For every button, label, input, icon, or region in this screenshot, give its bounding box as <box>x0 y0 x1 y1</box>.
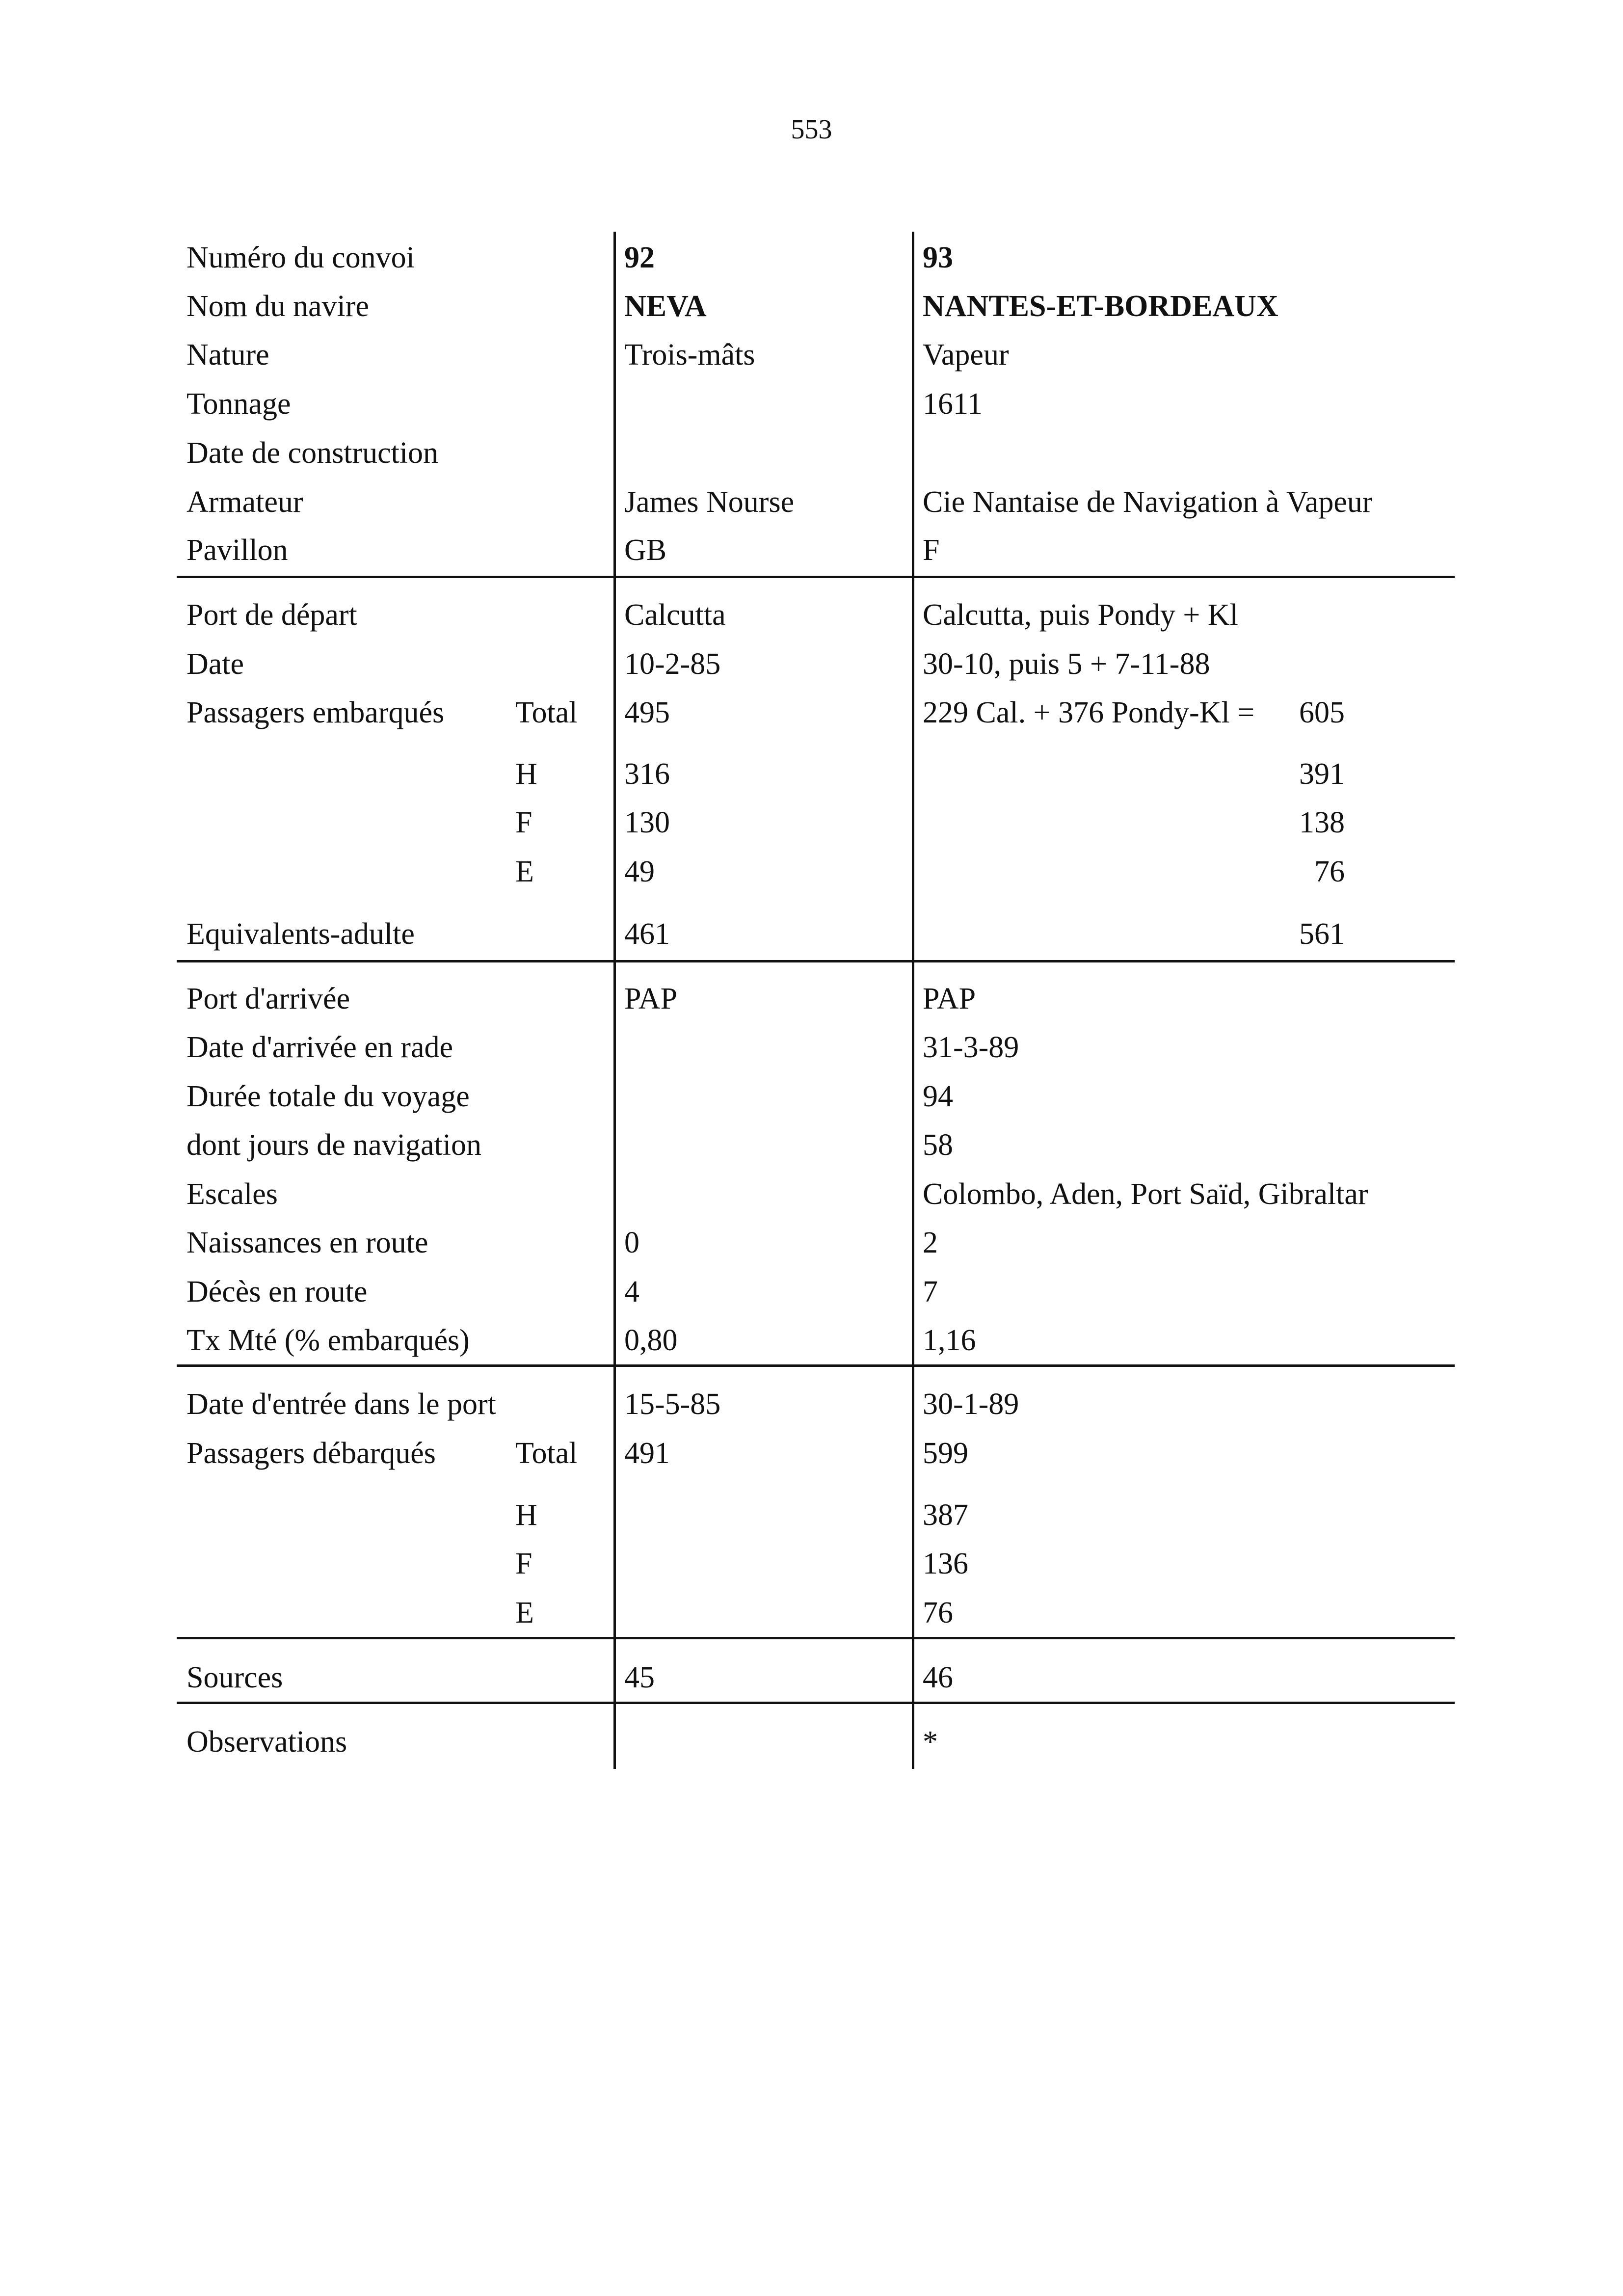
section-divider <box>177 576 1455 578</box>
cell-convoy-92: 4 <box>624 1275 639 1308</box>
cell-convoy-93: 76 <box>923 1596 953 1629</box>
cell-convoy-92: 130 <box>624 806 670 839</box>
cell-convoy-92: 316 <box>624 757 670 791</box>
row-sublabel: E <box>515 1596 534 1629</box>
cell-convoy-93-total: 561 <box>1299 917 1345 951</box>
cell-convoy-93: 58 <box>923 1128 953 1162</box>
cell-convoy-92: PAP <box>624 982 678 1015</box>
cell-convoy-92: 15-5-85 <box>624 1388 721 1421</box>
section-divider <box>177 1364 1455 1367</box>
row-label: Port de départ <box>186 598 357 632</box>
cell-convoy-93: 599 <box>923 1437 968 1470</box>
cell-convoy-93: NANTES-ET-BORDEAUX <box>923 290 1278 323</box>
cell-convoy-92: 495 <box>624 696 670 729</box>
cell-convoy-92: 45 <box>624 1661 655 1694</box>
cell-convoy-92: 461 <box>624 917 670 951</box>
row-label: Escales <box>186 1177 278 1211</box>
row-label: Pavillon <box>186 534 288 567</box>
row-label: Port d'arrivée <box>186 982 350 1015</box>
column-divider <box>613 232 616 1769</box>
cell-convoy-92: GB <box>624 534 667 567</box>
cell-convoy-93: 229 Cal. + 376 Pondy-Kl = <box>923 696 1255 729</box>
row-label: Numéro du convoi <box>186 241 415 274</box>
row-label: Nature <box>186 338 269 372</box>
row-label: Equivalents-adulte <box>186 917 415 951</box>
cell-convoy-93: 30-1-89 <box>923 1388 1019 1421</box>
row-label: Passagers débarqués <box>186 1437 436 1470</box>
row-label: Date <box>186 647 244 681</box>
cell-convoy-93-total: 391 <box>1299 757 1345 791</box>
row-label: Armateur <box>186 485 303 519</box>
cell-convoy-93: 1,16 <box>923 1324 976 1357</box>
cell-convoy-92: 49 <box>624 855 655 888</box>
row-sublabel: H <box>515 1498 537 1532</box>
page-number: 553 <box>791 114 832 145</box>
row-sublabel: F <box>515 806 532 839</box>
cell-convoy-93-total: 138 <box>1299 806 1345 839</box>
cell-convoy-93: 94 <box>923 1080 953 1113</box>
cell-convoy-93-total: 605 <box>1299 696 1345 729</box>
section-divider <box>177 1702 1455 1704</box>
cell-convoy-92: James Nourse <box>624 485 795 519</box>
cell-convoy-93: 1611 <box>923 387 983 421</box>
row-label: Décès en route <box>186 1275 368 1308</box>
row-label: Date d'arrivée en rade <box>186 1031 453 1064</box>
cell-convoy-93: F <box>923 534 940 567</box>
cell-convoy-92: Calcutta <box>624 598 726 632</box>
cell-convoy-93: 136 <box>923 1547 968 1580</box>
cell-convoy-92: Trois-mâts <box>624 338 755 372</box>
cell-convoy-93: 46 <box>923 1661 953 1694</box>
row-label: Naissances en route <box>186 1226 428 1259</box>
cell-convoy-93: 7 <box>923 1275 938 1308</box>
cell-convoy-93: Cie Nantaise de Navigation à Vapeur <box>923 485 1373 519</box>
cell-convoy-93: 2 <box>923 1226 938 1259</box>
cell-convoy-92: 0,80 <box>624 1324 678 1357</box>
row-label: Tonnage <box>186 387 291 421</box>
cell-convoy-93: 93 <box>923 241 953 274</box>
cell-convoy-93-total: 76 <box>1314 855 1345 888</box>
row-sublabel: Total <box>515 1437 578 1470</box>
cell-convoy-92: 0 <box>624 1226 639 1259</box>
cell-convoy-93: 30-10, puis 5 + 7-11-88 <box>923 647 1210 681</box>
cell-convoy-93: 387 <box>923 1498 968 1532</box>
row-sublabel: H <box>515 757 537 791</box>
row-label: Durée totale du voyage <box>186 1080 470 1113</box>
column-divider <box>912 232 914 1769</box>
cell-convoy-93: PAP <box>923 982 976 1015</box>
row-label: Passagers embarqués <box>186 696 445 729</box>
cell-convoy-92: 10-2-85 <box>624 647 721 681</box>
row-label: Nom du navire <box>186 290 369 323</box>
cell-convoy-93: Vapeur <box>923 338 1009 372</box>
section-divider <box>177 1637 1455 1639</box>
row-label: Observations <box>186 1725 347 1759</box>
cell-convoy-92: 491 <box>624 1437 670 1470</box>
row-label: Sources <box>186 1661 283 1694</box>
row-label: Date de construction <box>186 436 439 470</box>
row-label: dont jours de navigation <box>186 1128 481 1162</box>
row-label: Tx Mté (% embarqués) <box>186 1324 470 1357</box>
row-sublabel: Total <box>515 696 578 729</box>
cell-convoy-93: 31-3-89 <box>923 1031 1019 1064</box>
row-sublabel: E <box>515 855 534 888</box>
section-divider <box>177 960 1455 962</box>
cell-convoy-93: Calcutta, puis Pondy + Kl <box>923 598 1238 632</box>
cell-convoy-93: * <box>923 1725 938 1759</box>
row-label: Date d'entrée dans le port <box>186 1388 496 1421</box>
row-sublabel: F <box>515 1547 532 1580</box>
cell-convoy-93: Colombo, Aden, Port Saïd, Gibraltar <box>923 1177 1368 1211</box>
cell-convoy-92: 92 <box>624 241 655 274</box>
cell-convoy-92: NEVA <box>624 290 707 323</box>
